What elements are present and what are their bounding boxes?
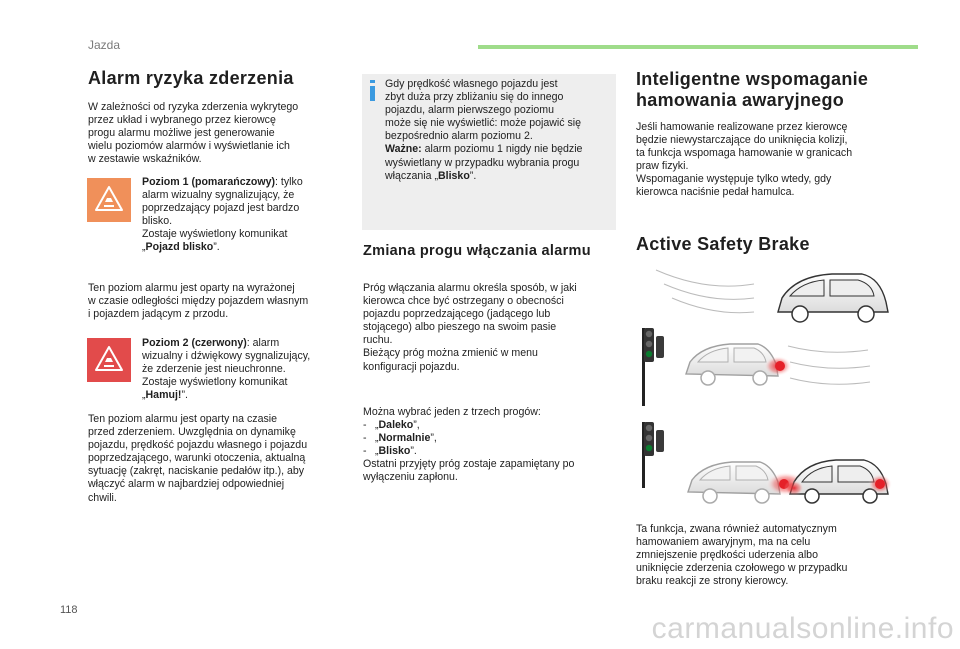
text-line: poprzedzającego, warunki otoczenia, aktualną (88, 452, 306, 465)
section-label: Jazda (88, 38, 121, 52)
text-line: Ta funkcja, zwana również automatycznym (636, 523, 837, 535)
text-line: w zestawie wskaźników. (88, 153, 202, 166)
emergency-braking-description (636, 121, 906, 200)
watermark: carmanualsonline.info (651, 612, 954, 645)
threshold-options (363, 406, 618, 485)
text-span: ”. (213, 241, 220, 254)
scene-approaching-vehicle (686, 344, 870, 385)
text-line: ta funkcja wspomaga hamowanie w granicach (636, 147, 853, 160)
alarm-intro (88, 101, 348, 166)
text-line: Można wybrać jeden z trzech progów: (363, 406, 541, 418)
text-line: zbyt duża przy zbliżaniu się do innego (385, 91, 564, 104)
level2-explanation (88, 413, 353, 505)
threshold-title: Zmiana progu włączania alarmu (363, 243, 591, 259)
emergency-braking-title (636, 69, 868, 111)
text-span: „ (375, 432, 379, 445)
text-line: sytuację (zakręt, naciskanie pedałów itp.), aby (88, 465, 305, 478)
text-line: pojazdu poprzedzającego (jadącego lub (363, 308, 551, 321)
info-icon (369, 80, 376, 102)
text-span: „ (375, 445, 379, 458)
list-item (363, 432, 618, 445)
text-line: przed zderzeniem. Uwzględnia on dynamikę (88, 426, 296, 439)
text-line: i pojazdem jadącym z przodu. (88, 308, 229, 321)
text-line: wielu poziomów alarmów i wyświetlanie ich (88, 140, 290, 153)
note-label: Ważne: (385, 143, 422, 156)
text-line: wyświetlany w przypadku wybrania progu (385, 156, 580, 169)
text-line: Ten poziom alarmu jest oparty na czasie (88, 413, 278, 425)
list-dash: - (363, 432, 367, 445)
text-line: konfiguracji pojazdu. (363, 360, 460, 373)
active-safety-brake-illustration (636, 262, 896, 510)
text-line: wizualny i dźwiękowy sygnalizujący, (142, 350, 311, 363)
page-number: 118 (60, 604, 78, 616)
header-accent-bar (478, 45, 918, 49)
level2-description (142, 337, 347, 402)
text-line: może się nie wyświetlić: może pojawić się (385, 117, 582, 130)
scene-collision-risk (688, 460, 892, 503)
list-item (363, 419, 618, 432)
text-line: zmniejszenie prędkości uderzenia albo (636, 549, 818, 562)
text-span: „ (375, 419, 379, 432)
text-line: blisko. (142, 215, 173, 228)
text-span: : alarm (246, 337, 280, 349)
text-line: uniknięcie zderzenia czołowego w przypadku (636, 562, 848, 575)
text-span: włączania „ (385, 169, 438, 182)
text-line: Jeśli hamowanie realizowane przez kierowcę (636, 121, 848, 133)
threshold-description (363, 282, 618, 374)
text-line: Ostatni przyjęty próg zostaje zapamiętany po (363, 458, 575, 471)
text-line: braku reakcji ze strony kierowcy. (636, 575, 789, 588)
text-line: pojazdu, prędkość pojazdu własnego i pojazdu (88, 439, 308, 452)
text-line: w czasie odległości między pojazdem własnym (88, 295, 309, 308)
text-line: Bieżący próg można zmienić w menu (363, 347, 538, 360)
text-line: Zostaje wyświetlony komunikat (142, 376, 288, 389)
info-text (385, 78, 613, 183)
text-span: alarm poziomu 1 nigdy nie będzie (421, 143, 583, 156)
text-line: że zderzenie jest nieuchronne. (142, 363, 286, 376)
text-line: będzie niewystarczające do uniknięcia kolizji, (636, 134, 848, 147)
traffic-light-icon (642, 422, 664, 488)
text-line: Gdy prędkość własnego pojazdu jest (385, 78, 558, 90)
message-label: Hamuj! (145, 389, 182, 402)
text-line: kierowca chce być ostrzegany o obecności (363, 295, 564, 308)
text-line: W zależności od ryzyka zderzenia wykrytego (88, 101, 299, 113)
active-safety-brake-title: Active Safety Brake (636, 234, 810, 254)
text-line: wyłączeniu zapłonu. (363, 471, 458, 484)
list-dash: - (363, 419, 367, 432)
text-line: przez układ i wybranego przez kierowcę (88, 114, 276, 127)
active-safety-brake-description (636, 523, 906, 588)
option-label: Normalnie (378, 432, 431, 445)
text-span: ”. (410, 445, 417, 458)
alarm-title: Alarm ryzyka zderzenia (88, 68, 294, 88)
text-line: włączyć alarm w najbardziej odpowiedniej (88, 478, 285, 491)
text-line: Ten poziom alarmu jest oparty na wyrażonej (88, 282, 295, 294)
text-line: Wspomaganie występuje tylko wtedy, gdy (636, 173, 832, 186)
option-label: Blisko (378, 445, 411, 458)
option-label: Daleko (378, 419, 414, 432)
text-line: Próg włączania alarmu określa sposób, w jaki (363, 282, 577, 294)
title-line: Inteligentne wspomaganie (636, 69, 869, 89)
text-line: chwili. (88, 491, 117, 504)
text-line: bezpośrednio alarm poziomu 2. (385, 130, 533, 143)
text-line: alarm wizualny sygnalizujący, że (142, 189, 295, 202)
text-span: ”, (430, 432, 437, 445)
car-icon (778, 274, 888, 322)
text-line: stojącego) albo pieszego na swoim pasie (363, 321, 557, 334)
level2-label: Poziom 2 (czerwony) (142, 337, 247, 349)
note-option: Blisko (438, 169, 470, 182)
text-span: : tylko (275, 176, 303, 188)
message-label: Pojazd blisko (145, 241, 214, 254)
text-span: ”, (413, 419, 420, 432)
text-line: ruchu. (363, 334, 393, 347)
level1-explanation (88, 282, 353, 321)
text-span: „ (142, 389, 146, 402)
text-line: poprzedzający pojazd jest bardzo (142, 202, 300, 215)
text-line: pojazdu, alarm pierwszego poziomu (385, 104, 554, 117)
text-line: kierowca naciśnie pedał hamulca. (636, 186, 795, 199)
level1-label: Poziom 1 (pomarańczowy) (142, 176, 276, 188)
list-item (363, 445, 618, 458)
text-line: Zostaje wyświetlony komunikat (142, 228, 288, 241)
level1-description (142, 176, 342, 255)
text-line: praw fizyki. (636, 160, 689, 173)
warning-red-icon (87, 338, 131, 382)
text-span: ”. (469, 169, 477, 182)
text-line: progu alarmu możliwe jest generowanie (88, 127, 275, 140)
title-line: hamowania awaryjnego (636, 90, 845, 110)
traffic-light-icon (642, 328, 664, 406)
scene-free-road (656, 270, 888, 322)
text-span: ”. (181, 389, 188, 402)
text-line: hamowaniem awaryjnym, ma na celu (636, 536, 811, 549)
list-dash: - (363, 445, 367, 458)
warning-orange-icon (87, 178, 131, 222)
text-span: „ (142, 241, 146, 254)
